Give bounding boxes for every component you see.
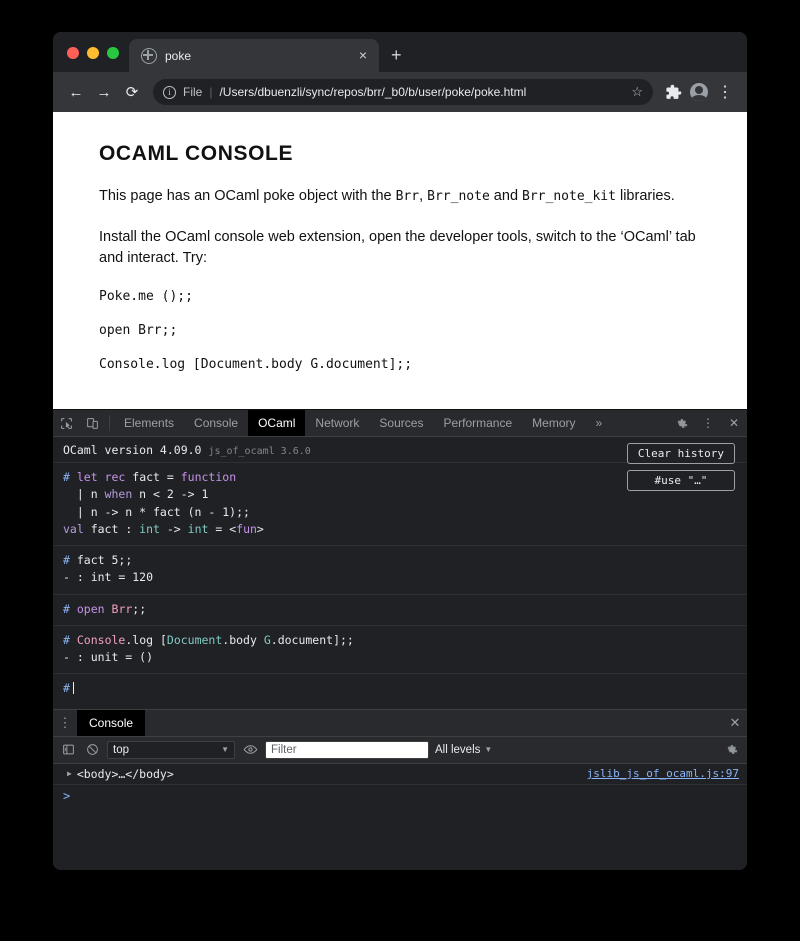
clear-console-icon[interactable]: [83, 741, 101, 759]
page-content: [53, 112, 747, 409]
browser-window: [53, 32, 747, 870]
use-file-button[interactable]: #use "…": [627, 470, 735, 491]
paragraph1-text-d: libraries.: [615, 188, 675, 204]
close-tab-icon[interactable]: ×: [358, 46, 368, 63]
browser-toolbar: [53, 72, 747, 112]
profile-avatar[interactable]: [687, 80, 711, 104]
clear-history-button[interactable]: Clear history: [627, 443, 735, 464]
device-toggle-icon[interactable]: [79, 410, 105, 436]
console-input-prompt[interactable]: >: [63, 788, 71, 803]
drawer-close-button[interactable]: ✕: [729, 714, 741, 730]
ocaml-input-line[interactable]: [53, 674, 747, 704]
console-drawer: [53, 709, 747, 870]
ocaml-actions: [627, 443, 735, 491]
jsoo-version-text: js_of_ocaml 3.6.0: [208, 446, 311, 458]
text-cursor: [73, 682, 74, 694]
console-message-source-link[interactable]: jslib_js_of_ocaml.js:97: [586, 767, 739, 781]
tab-performance[interactable]: Performance: [443, 416, 513, 431]
ocaml-version-text: OCaml version 4.09.0: [63, 443, 202, 458]
toolbar-divider: [109, 415, 110, 431]
lib-brr-note-kit: Brr_note_kit: [522, 189, 616, 204]
page-paragraph-1: [99, 186, 701, 207]
drawer-menu-button[interactable]: ⋮: [58, 714, 72, 730]
lib-brr-note: Brr_note: [427, 189, 490, 204]
browser-tab-poke[interactable]: [129, 39, 379, 72]
url-scheme-label: File: [183, 85, 203, 99]
tab-title: poke: [165, 48, 192, 63]
lib-brr: Brr: [395, 189, 420, 204]
filter-placeholder-text: Filter: [271, 743, 297, 756]
page-title: OCAML CONSOLE: [99, 142, 294, 165]
console-output: [53, 764, 747, 870]
drawer-tabbar-spacer: [145, 710, 723, 736]
devtools-close-button[interactable]: ✕: [728, 416, 740, 431]
tab-favicon-icon: [141, 48, 157, 64]
url-text: /Users/dbuenzli/sync/repos/brr/_b0/b/user/poke/poke.html: [219, 85, 527, 99]
avatar: [690, 83, 708, 101]
gear-icon[interactable]: [723, 741, 741, 759]
chevron-down-icon: ▼: [484, 745, 493, 755]
ocaml-prompt: #: [63, 601, 70, 616]
ocaml-prompt: #: [63, 632, 70, 647]
tab-console[interactable]: Console: [194, 416, 239, 431]
url-separator: |: [209, 85, 213, 99]
tab-ocaml[interactable]: OCaml: [248, 410, 305, 436]
new-tab-button[interactable]: +: [391, 45, 402, 65]
console-sidebar-icon[interactable]: [59, 741, 77, 759]
close-window-button[interactable]: [67, 47, 79, 59]
ocaml-prompt: #: [63, 470, 70, 485]
console-levels-select[interactable]: [435, 744, 492, 756]
tab-overflow-button[interactable]: »: [595, 416, 603, 431]
console-context-value: top: [113, 743, 129, 756]
tab-memory[interactable]: Memory: [532, 416, 576, 431]
console-toolbar: [53, 737, 747, 764]
console-filter-input[interactable]: [265, 741, 429, 759]
ocaml-prompt: #: [63, 553, 70, 568]
ocaml-prompt: #: [63, 681, 70, 696]
back-button[interactable]: ←: [68, 83, 84, 101]
page-paragraph-2: Install the OCaml console web extension, open the developer tools, switch to the ‘OCaml’ tab and interact. Try:: [99, 229, 696, 267]
live-expression-icon[interactable]: [241, 741, 259, 759]
paragraph1-text-a: This page has an OCaml poke object with the: [99, 188, 396, 204]
devtools-tabbar: [53, 410, 747, 437]
console-message-text: <body>…</body>: [76, 766, 174, 781]
tab-elements[interactable]: Elements: [124, 416, 175, 431]
minimize-window-button[interactable]: [87, 47, 99, 59]
devtools-panel: [53, 409, 747, 870]
maximize-window-button[interactable]: [107, 47, 119, 59]
page-code-line-1: Poke.me ();;: [99, 289, 193, 305]
ocaml-entry: # let rec fact = function | n when n < 2 -> 1 | n -> n * fact (n - 1);; val fact : int -> int = <fun>: [53, 463, 747, 546]
ocaml-entry: # open Brr;;: [53, 595, 747, 626]
devtools-more-button[interactable]: ⋮: [702, 416, 714, 431]
console-message-row[interactable]: [53, 764, 747, 785]
reload-button[interactable]: ⟳: [125, 84, 139, 101]
forward-button[interactable]: →: [96, 83, 112, 101]
window-controls: [61, 47, 129, 72]
puzzle-icon[interactable]: [661, 80, 685, 104]
drawer-tabbar: [53, 710, 747, 737]
ocaml-entry: # Console.log [Document.body G.document];; - : unit = (): [53, 626, 747, 675]
chevron-down-icon: ▼: [221, 745, 229, 755]
paragraph1-text-c: and: [489, 188, 523, 204]
bookmark-star-icon[interactable]: ☆: [631, 84, 643, 99]
browser-menu-button[interactable]: ⋮: [717, 84, 733, 101]
tab-sources[interactable]: Sources: [379, 416, 424, 431]
tab-strip: [53, 32, 747, 72]
ocaml-entry: # fact 5;; - : int = 120: [53, 546, 747, 595]
gear-icon[interactable]: [669, 410, 695, 436]
page-code-line-2: open Brr;;: [99, 323, 178, 339]
site-info-icon[interactable]: i: [163, 86, 176, 99]
address-bar[interactable]: [153, 79, 653, 105]
paragraph1-text-b: ,: [419, 188, 428, 204]
ocaml-console: [53, 437, 747, 709]
inspect-element-icon[interactable]: [53, 410, 79, 436]
console-context-select[interactable]: [107, 741, 235, 759]
console-levels-value: All levels: [435, 743, 481, 756]
expand-triangle-icon[interactable]: ▶: [67, 769, 72, 779]
tab-network[interactable]: Network: [315, 416, 360, 431]
drawer-tab-console[interactable]: Console: [77, 710, 145, 736]
page-code-line-3: Console.log [Document.body G.document];;: [99, 357, 413, 373]
tabbar-spacer: [612, 410, 669, 436]
